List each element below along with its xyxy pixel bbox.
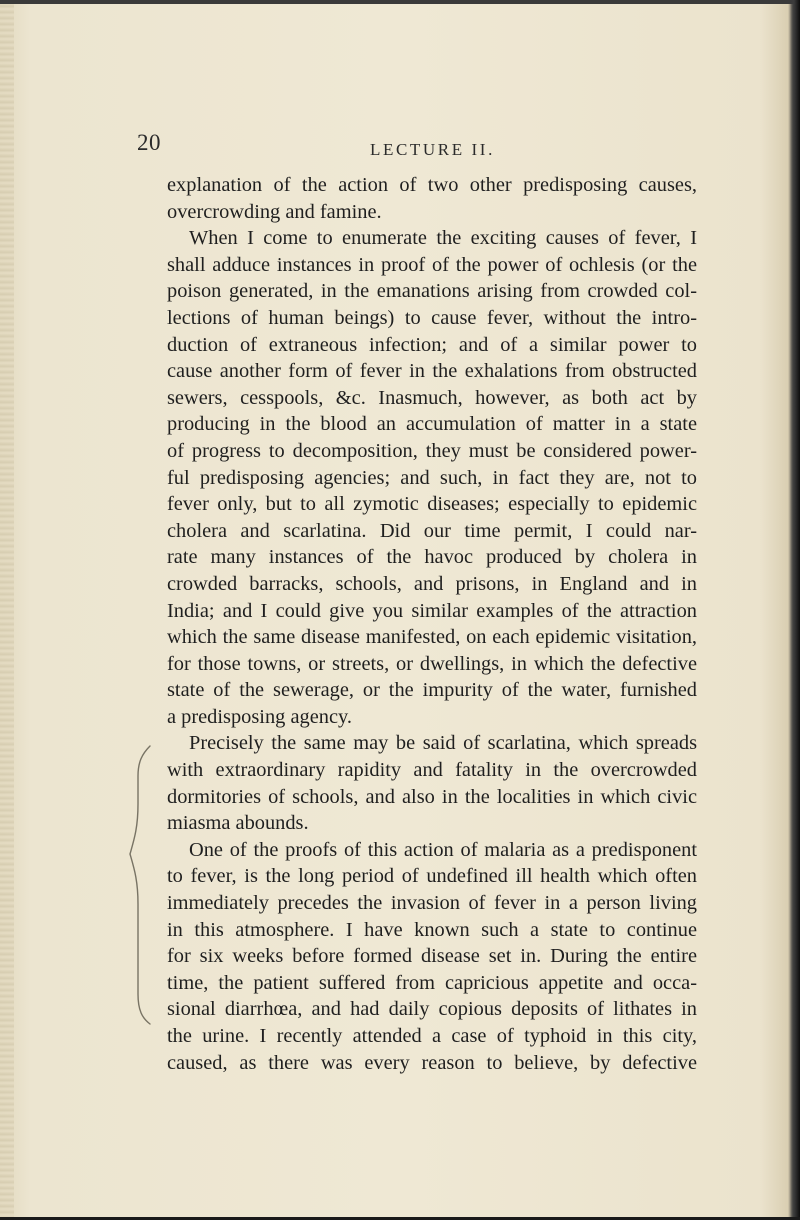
text-line: duction of extraneous infection; and of a similar power to [167, 333, 697, 356]
text-line: producing in the blood an accumulation of matter in a state [167, 413, 697, 436]
text-line: miasma abounds. [167, 812, 309, 835]
text-line: the urine. I recently attended a case of typhoid in this city, [167, 1025, 697, 1047]
body-text [167, 172, 697, 1076]
running-head: LECTURE II. [370, 140, 495, 159]
text-line: explanation of the action of two other predisposing causes, [167, 174, 697, 196]
text-line: cause another form of fever in the exhalations from obstructed [167, 360, 697, 383]
text-line: of progress to decomposition, they must be considered power- [167, 439, 697, 462]
text-line: Precisely the same may be said of scarlatina, which spreads [189, 732, 697, 755]
margin-bracket-annotation [128, 744, 158, 1026]
text-line: sional diarrhœa, and had daily copious deposits of lithates in [167, 998, 697, 1021]
text-line: state of the sewerage, or the impurity of the water, furnished [167, 679, 697, 702]
text-line: immediately precedes the invasion of fever in a person living [167, 892, 697, 915]
text-line: cholera and scarlatina. Did our time permit, I could nar- [167, 519, 697, 542]
text-line: to fever, is the long period of undefined ill health which often [167, 865, 697, 888]
scan-right-shadow [788, 0, 800, 1220]
text-line: with extraordinary rapidity and fatality in the overcrowded [167, 759, 697, 782]
text-line: shall adduce instances in proof of the power of ochlesis (or the [167, 253, 697, 276]
text-line: overcrowding and famine. [167, 200, 382, 223]
text-line: crowded barracks, schools, and prisons, in England and in [167, 572, 697, 595]
text-line: One of the proofs of this action of malaria as a predisponent [189, 838, 697, 861]
text-line: time, the patient suffered from capricious appetite and occa- [167, 971, 697, 994]
text-line: fever only, but to all zymotic diseases; especially to epidemic [167, 493, 697, 516]
text-line: ful predisposing agencies; and such, in fact they are, not to [167, 466, 697, 489]
text-line: poison generated, in the emanations arising from crowded col- [167, 280, 697, 303]
text-line: which the same disease manifested, on each epidemic visitation, [167, 626, 697, 649]
scan-top-edge [0, 0, 800, 4]
text-line: for six weeks before formed disease set in. During the entire [167, 945, 697, 968]
page-gutter-edge [0, 0, 14, 1220]
text-line: lections of human beings) to cause fever, without the intro- [167, 306, 697, 329]
text-line: sewers, cesspools, &c. Inasmuch, however, as both act by [167, 386, 697, 409]
page-number: 20 [137, 130, 161, 155]
text-line: for those towns, or streets, or dwellings, in which the defective [167, 652, 697, 675]
text-line: caused, as there was every reason to believe, by defective [167, 1051, 697, 1074]
text-line: in this atmosphere. I have known such a state to continue [167, 918, 697, 941]
text-line: When I come to enumerate the exciting causes of fever, I [189, 227, 697, 250]
text-line: rate many instances of the havoc produced by cholera in [167, 546, 697, 569]
text-line: India; and I could give you similar examples of the attraction [167, 599, 697, 622]
text-line: a predisposing agency. [167, 705, 352, 728]
text-line: dormitories of schools, and also in the localities in which civic [167, 785, 697, 808]
